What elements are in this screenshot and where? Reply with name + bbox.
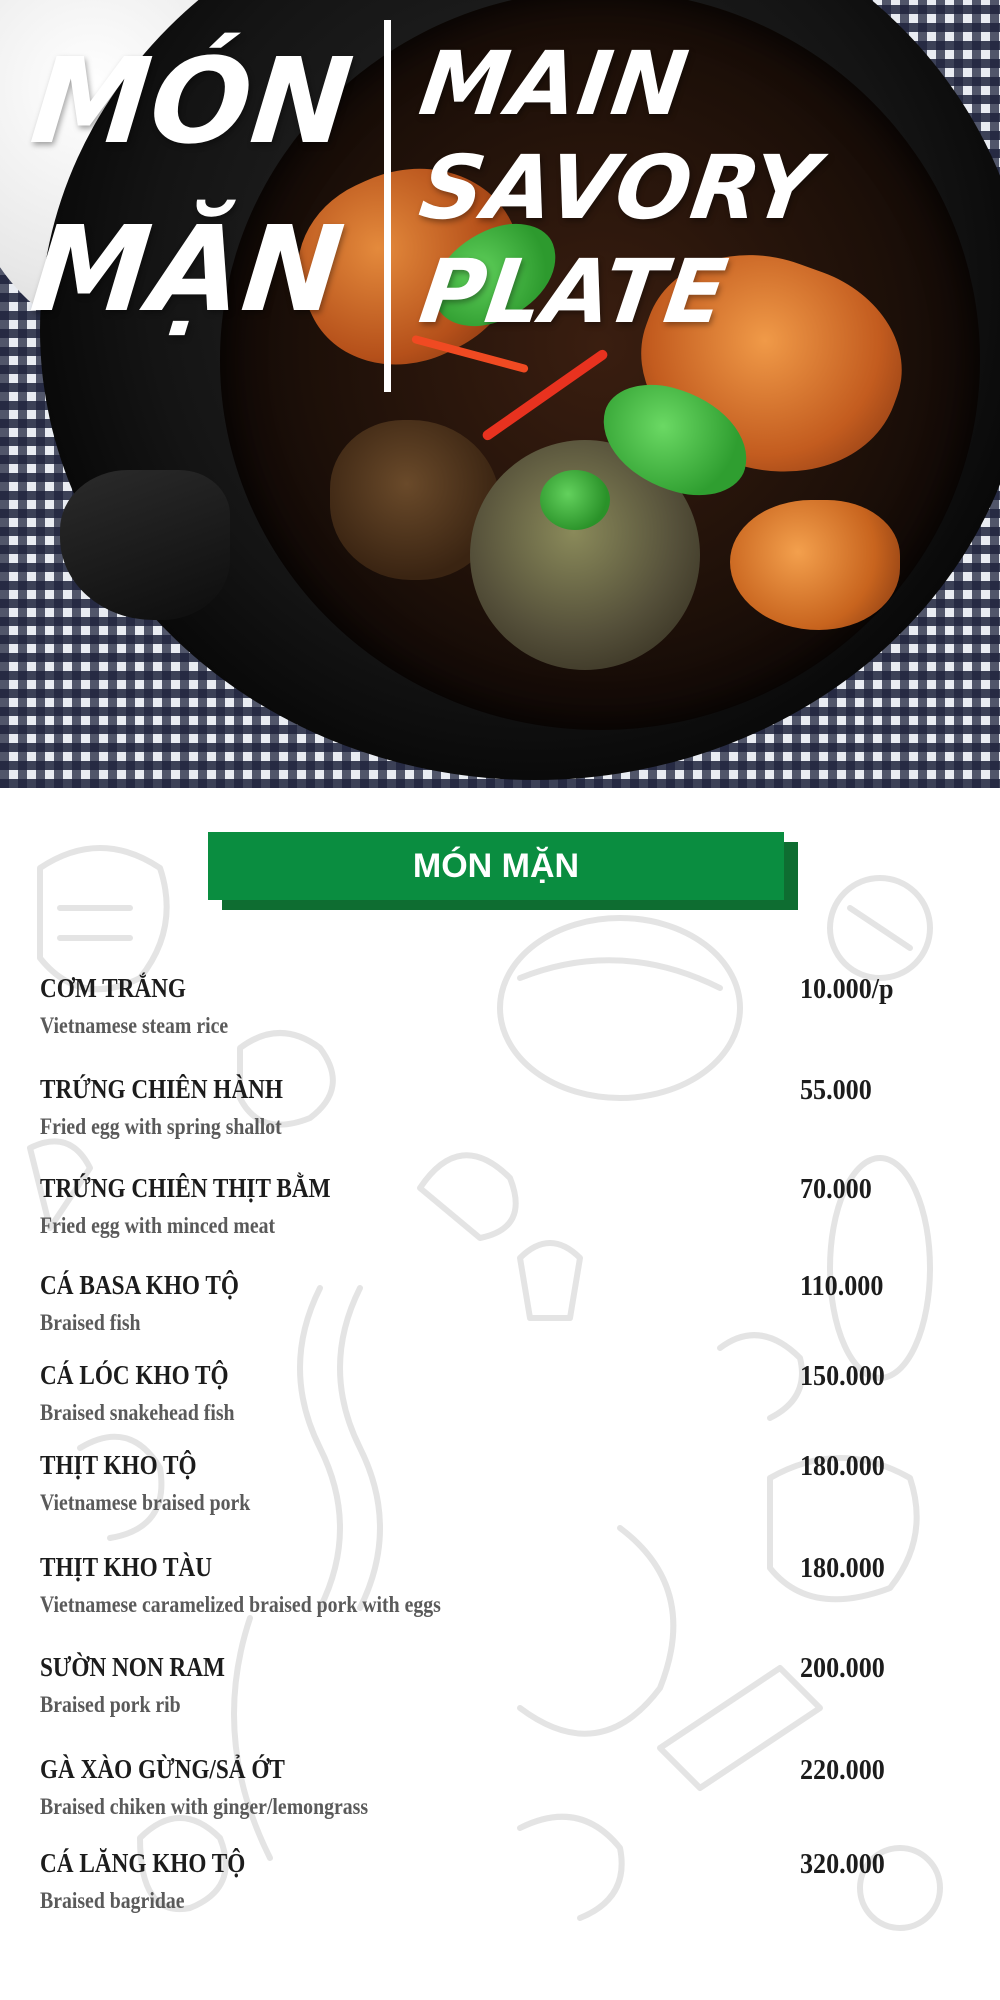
menu-item-name: TRỨNG CHIÊN HÀNH (40, 1074, 283, 1104)
menu-item-description: Fried egg with minced meat (40, 1213, 276, 1238)
section-banner: MÓN MẶN (208, 832, 784, 900)
menu-item-name: TRỨNG CHIÊN THỊT BẰM (40, 1173, 331, 1203)
menu-item-description: Fried egg with spring shallot (40, 1114, 282, 1139)
menu-item-description: Vietnamese steam rice (40, 1013, 229, 1038)
mint-garnish (540, 470, 610, 530)
menu-item-price: 320.000 (800, 1848, 885, 1880)
menu-item (40, 1848, 960, 1928)
hero-photo (0, 0, 1000, 788)
menu-item (40, 1173, 960, 1253)
menu-item-price: 220.000 (800, 1754, 885, 1786)
menu-item-price: 110.000 (800, 1270, 884, 1302)
hero-title-vi-line: MÓN (25, 32, 360, 170)
menu-item (40, 1552, 960, 1632)
menu-item-name: THỊT KHO TÀU (40, 1552, 213, 1582)
menu-item-description: Braised pork rib (40, 1692, 181, 1717)
menu-item-name: GÀ XÀO GỪNG/SẢ ỚT (40, 1754, 285, 1784)
menu-item-description: Vietnamese caramelized braised pork with eggs (40, 1592, 441, 1617)
menu-section (0, 788, 1000, 2000)
menu-item-list (0, 788, 1000, 2000)
menu-item-name: CÁ LĂNG KHO TỘ (40, 1848, 246, 1878)
menu-item-name: CÁ BASA KHO TỘ (40, 1270, 239, 1300)
menu-item-description: Braised snakehead fish (40, 1400, 235, 1425)
hero-title-en-line: PLATE (413, 240, 734, 343)
hero-title-en-line: SAVORY (413, 136, 825, 239)
menu-item-price: 200.000 (800, 1652, 885, 1684)
hero-title-en-line: MAIN (413, 32, 695, 135)
menu-item (40, 1652, 960, 1732)
menu-item (40, 1074, 960, 1154)
menu-item (40, 973, 960, 1053)
title-divider (384, 20, 391, 392)
menu-item-description: Braised chiken with ginger/lemongrass (40, 1794, 369, 1819)
menu-item (40, 1270, 960, 1350)
hero-title-english (413, 32, 860, 380)
clay-pot-handle (60, 470, 230, 620)
menu-item-price: 10.000/p (800, 973, 894, 1005)
menu-item-name: CƠM TRẮNG (40, 973, 186, 1003)
menu-item-price: 180.000 (800, 1450, 885, 1482)
menu-item (40, 1360, 960, 1440)
menu-item-price: 55.000 (800, 1074, 872, 1106)
menu-item-description: Braised fish (40, 1310, 141, 1335)
menu-item (40, 1754, 960, 1834)
menu-item-name: SƯỜN NON RAM (40, 1652, 225, 1682)
hero-title-vi-line: MẶN (25, 200, 351, 338)
menu-item-name: CÁ LÓC KHO TỘ (40, 1360, 229, 1390)
menu-item-price: 180.000 (800, 1552, 885, 1584)
menu-item-price: 150.000 (800, 1360, 885, 1392)
menu-item (40, 1450, 960, 1530)
hero-title-vietnamese (25, 32, 390, 382)
menu-item-price: 70.000 (800, 1173, 872, 1205)
menu-item-name: THỊT KHO TỘ (40, 1450, 197, 1480)
menu-item-description: Braised bagridae (40, 1888, 185, 1913)
menu-item-description: Vietnamese braised pork (40, 1490, 251, 1515)
